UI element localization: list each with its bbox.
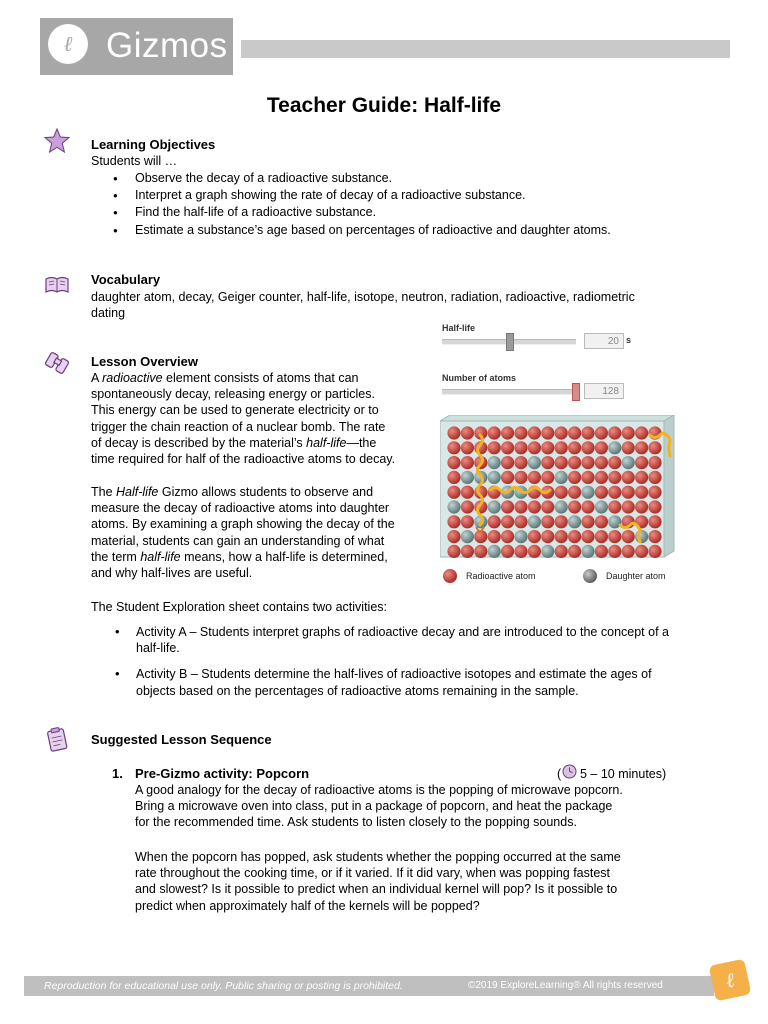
radioactive-atom [555, 515, 568, 528]
radioactive-atom [488, 441, 501, 454]
radioactive-atom [541, 500, 554, 513]
radioactive-atom [528, 500, 541, 513]
radioactive-atom [461, 426, 474, 439]
text-span: atoms. By examining a graph showing the decay of the [91, 517, 395, 532]
activity-item: • Activity B – Students determine the half-lives of radioactive isotopes and estimate the ages of objects based on the percentages of radioactive atoms remaining in the sample. [91, 666, 691, 698]
radioactive-atom [501, 545, 514, 558]
radioactive-atom [528, 545, 541, 558]
radioactive-atom [581, 441, 594, 454]
daughter-atom [595, 500, 608, 513]
radioactive-atom [595, 471, 608, 484]
sequence-paragraph-2 [135, 849, 695, 914]
text-span: the term [91, 549, 141, 564]
radioactive-atom [622, 471, 635, 484]
radioactive-atom [635, 441, 648, 454]
daughter-atom [622, 456, 635, 469]
book-icon [44, 272, 70, 298]
radioactive-atom [608, 530, 621, 543]
radioactive-atom [635, 426, 648, 439]
radioactive-atom [581, 515, 594, 528]
text-line [135, 798, 695, 814]
radioactive-atom [568, 471, 581, 484]
radioactive-atom [541, 441, 554, 454]
daughter-atom [528, 456, 541, 469]
radioactive-atom [541, 456, 554, 469]
header-bar [241, 40, 730, 58]
objective-item: ● Observe the decay of a radioactive substance. [91, 170, 711, 187]
radioactive-atom [528, 441, 541, 454]
radioactive-atom [608, 426, 621, 439]
radioactive-atom [514, 456, 527, 469]
radioactive-atom [541, 471, 554, 484]
time-estimate: 5 – 10 minutes) [580, 767, 667, 781]
text-line [91, 484, 436, 500]
radioactive-atom [514, 426, 527, 439]
radioactive-atom [461, 545, 474, 558]
radioactive-atom [541, 515, 554, 528]
radioactive-atom [461, 515, 474, 528]
halflife-slider-handle[interactable] [506, 333, 514, 351]
daughter-atom [608, 441, 621, 454]
legend-radioactive-label: Radioactive atom [466, 571, 536, 581]
text-line [135, 865, 695, 881]
sequence-heading: Suggested Lesson Sequence [91, 732, 272, 747]
text-line [91, 533, 436, 549]
radioactive-atom [568, 530, 581, 543]
objectives-intro: Students will … [91, 154, 178, 168]
radioactive-atom [595, 456, 608, 469]
text-line [91, 516, 436, 532]
radioactive-atom [622, 486, 635, 499]
daughter-atom [541, 545, 554, 558]
text-span: Bring a microwave oven into class, put in a package of popcorn, and heat the package [135, 799, 613, 814]
text-line [91, 565, 436, 581]
radioactive-atom [461, 456, 474, 469]
text-span: trigger the chain reaction of a nuclear bomb. The rate [91, 419, 386, 434]
text-line [91, 370, 436, 386]
atoms-slider-handle[interactable] [572, 383, 580, 401]
radioactive-atom [581, 530, 594, 543]
radioactive-atom [514, 471, 527, 484]
radioactive-atom [622, 500, 635, 513]
daughter-atom [488, 500, 501, 513]
radioactive-atom [635, 456, 648, 469]
radioactive-atom [447, 441, 460, 454]
radioactive-atom [447, 471, 460, 484]
objective-item: ● Interpret a graph showing the rate of decay of a radioactive substance. [91, 187, 711, 204]
footer-copyright: ©2019 ExploreLearning® All rights reserved [468, 980, 663, 991]
text-line [91, 451, 436, 467]
daughter-atom [488, 456, 501, 469]
text-span: of decay is described by the material’s [91, 435, 307, 450]
radioactive-atom [541, 426, 554, 439]
sequence-paragraph-1 [135, 782, 695, 831]
radioactive-atom [447, 486, 460, 499]
radioactive-atom [501, 500, 514, 513]
text-line [135, 898, 695, 914]
radioactive-atom [461, 500, 474, 513]
text-line [91, 500, 436, 516]
page-title: Teacher Guide: Half-life [266, 94, 502, 117]
daughter-atom [461, 471, 474, 484]
radioactive-atom [541, 530, 554, 543]
radioactive-atom [568, 545, 581, 558]
radioactive-atom [461, 486, 474, 499]
radioactive-atom [461, 441, 474, 454]
text-span: material, students can gain an understanding of what [91, 533, 385, 548]
sequence-item-number: 1. [112, 766, 123, 781]
radioactive-atom [501, 515, 514, 528]
text-span: for the recommended time. Ask students to listen closely to the popping sounds. [135, 815, 577, 830]
radioactive-atom [595, 426, 608, 439]
radioactive-atom [501, 530, 514, 543]
halflife-unit: s [626, 335, 632, 345]
radioactive-atom [568, 456, 581, 469]
radioactive-atom [581, 456, 594, 469]
text-line [91, 435, 436, 451]
radioactive-atom [447, 426, 460, 439]
atoms-slider-label: Number of atoms [442, 373, 517, 383]
radioactive-atom [581, 426, 594, 439]
radioactive-atom [501, 471, 514, 484]
text-span: This energy can be used to generate electricity or to [91, 403, 379, 418]
activities-list [91, 624, 691, 709]
radioactive-atom [568, 486, 581, 499]
daughter-atom [581, 486, 594, 499]
text-line [135, 782, 695, 798]
radioactive-atom [635, 486, 648, 499]
radioactive-atom [595, 530, 608, 543]
text-line [91, 549, 436, 565]
radioactive-atom [514, 515, 527, 528]
daughter-atom [461, 530, 474, 543]
objectives-heading: Learning Objectives [91, 137, 216, 152]
radioactive-atom [608, 500, 621, 513]
radioactive-atom [648, 545, 661, 558]
radioactive-atom [608, 471, 621, 484]
radioactive-atom [635, 500, 648, 513]
italic-term: half-life [140, 549, 181, 564]
radioactive-atom [581, 500, 594, 513]
radioactive-atom [608, 456, 621, 469]
radioactive-atom [635, 471, 648, 484]
overview-paragraph-2 [91, 484, 436, 581]
radioactive-atom [648, 456, 661, 469]
radioactive-atom [568, 426, 581, 439]
halflife-value-field[interactable]: 20 [584, 333, 624, 349]
radioactive-atom [447, 456, 460, 469]
radioactive-atom [555, 486, 568, 499]
text-span: The [91, 485, 117, 499]
objective-item: ● Estimate a substance’s age based on percentages of radioactive and daughter atoms. [91, 222, 711, 239]
star-icon [44, 128, 70, 154]
radioactive-atom [568, 500, 581, 513]
radioactive-atom [595, 515, 608, 528]
daughter-atom [581, 545, 594, 558]
activity-item: • Activity A – Students interpret graphs of radioactive decay and are introduced to the concept of a half-life. [91, 624, 691, 656]
radioactive-atom [555, 530, 568, 543]
text-span: means, how a half-life is determined, [180, 549, 388, 564]
radioactive-atom [648, 530, 661, 543]
overview-paragraph-1 [91, 370, 436, 467]
daughter-atom [488, 545, 501, 558]
radioactive-atom [514, 545, 527, 558]
overview-heading: Lesson Overview [91, 354, 198, 369]
radioactive-atom [555, 441, 568, 454]
daughter-atom [555, 471, 568, 484]
radioactive-atom [501, 441, 514, 454]
daughter-atom [514, 530, 527, 543]
objectives-list [91, 170, 711, 239]
text-span: and slowest? Is it possible to predict when an individual kernel will pop? Is it possible to [135, 882, 618, 897]
radioactive-atom [514, 441, 527, 454]
time-open-paren: ( [557, 767, 562, 781]
radioactive-atom [648, 441, 661, 454]
radioactive-atom [622, 530, 635, 543]
daughter-atom-legend-icon [582, 568, 598, 584]
radioactive-atom-legend-icon [442, 568, 458, 584]
objective-item: ● Find the half-life of a radioactive substance. [91, 204, 711, 221]
text-span: Gizmo allows students to observe and [158, 485, 374, 499]
text-span: —the [346, 435, 377, 450]
radioactive-atom [528, 471, 541, 484]
radioactive-atom [474, 545, 487, 558]
text-span: and why half-lives are useful. [91, 566, 253, 581]
radioactive-atom [608, 486, 621, 499]
sequence-item-title: Pre-Gizmo activity: Popcorn [135, 766, 310, 781]
atom-decay-simulation [440, 415, 676, 563]
atoms-slider-track[interactable] [442, 389, 576, 395]
daughter-atom [488, 471, 501, 484]
explorelearning-logo-icon: ℓ [48, 24, 88, 64]
italic-term: Half-life [116, 485, 159, 499]
text-span: rate throughout the cooking time, or if it varied. If it did vary, when was popping fastest [135, 866, 611, 881]
radioactive-atom [488, 530, 501, 543]
vocabulary-text: daughter atom, decay, Geiger counter, half-life, isotope, neutron, radiation, radioactive, radiometric dating [91, 290, 635, 321]
text-line [91, 419, 436, 435]
daughter-atom [447, 500, 460, 513]
daughter-atom [568, 515, 581, 528]
text-span: time required for half of the radioactive atoms to decay. [91, 452, 396, 467]
radioactive-atom [555, 426, 568, 439]
radioactive-atom [595, 441, 608, 454]
legend-daughter-label: Daughter atom [606, 571, 666, 581]
binoculars-icon [44, 350, 70, 376]
italic-term: radioactive [102, 371, 163, 385]
daughter-atom [555, 500, 568, 513]
radioactive-atom [648, 500, 661, 513]
radioactive-atom [555, 545, 568, 558]
explorelearning-footer-logo-icon: ℓ [709, 959, 752, 1002]
italic-term: half-life [306, 435, 347, 450]
radioactive-atom [514, 500, 527, 513]
text-span: spontaneously decay, releasing energy or particles. [91, 387, 375, 402]
text-span: element consists of atoms that can [162, 371, 359, 385]
radioactive-atom [648, 471, 661, 484]
text-line [135, 849, 695, 865]
text-span: A [91, 371, 103, 385]
radioactive-atom [447, 530, 460, 543]
brand-name: Gizmos [106, 26, 228, 65]
text-span: predict when approximately half of the kernels will be popped? [135, 898, 480, 913]
clock-icon [562, 764, 577, 779]
radioactive-atom [635, 545, 648, 558]
text-line [135, 814, 695, 830]
vocabulary-heading: Vocabulary [91, 272, 161, 287]
radioactive-atom [501, 456, 514, 469]
radioactive-atom [447, 515, 460, 528]
radioactive-atom [595, 486, 608, 499]
radioactive-atom [648, 486, 661, 499]
radioactive-atom [568, 441, 581, 454]
radioactive-atom [581, 471, 594, 484]
radioactive-atom [555, 456, 568, 469]
text-span: A good analogy for the decay of radioactive atoms is the popping of microwave popcorn. [135, 783, 623, 797]
radioactive-atom [501, 426, 514, 439]
radioactive-atom [447, 545, 460, 558]
text-line [135, 881, 695, 897]
footer-reproduction-notice: Reproduction for educational use only. Public sharing or posting is prohibited. [44, 980, 403, 992]
radioactive-atom [528, 426, 541, 439]
halflife-slider-label: Half-life [442, 323, 476, 333]
atoms-value-field[interactable]: 128 [584, 383, 624, 399]
text-line [91, 402, 436, 418]
radioactive-atom [488, 515, 501, 528]
daughter-atom [635, 530, 648, 543]
radioactive-atom [528, 530, 541, 543]
clipboard-icon [44, 726, 70, 752]
radioactive-atom [622, 545, 635, 558]
text-span: measure the decay of radioactive atoms into daughter [91, 501, 390, 516]
daughter-atom [528, 515, 541, 528]
radioactive-atom [622, 441, 635, 454]
radioactive-atom [622, 426, 635, 439]
radioactive-atom [608, 545, 621, 558]
radioactive-atom [595, 545, 608, 558]
text-line [91, 386, 436, 402]
radioactive-atom [488, 426, 501, 439]
text-span: When the popcorn has popped, ask students whether the popping occurred at the same [135, 850, 621, 864]
activities-intro: The Student Exploration sheet contains two activities: [91, 600, 387, 614]
radioactive-atom [648, 515, 661, 528]
